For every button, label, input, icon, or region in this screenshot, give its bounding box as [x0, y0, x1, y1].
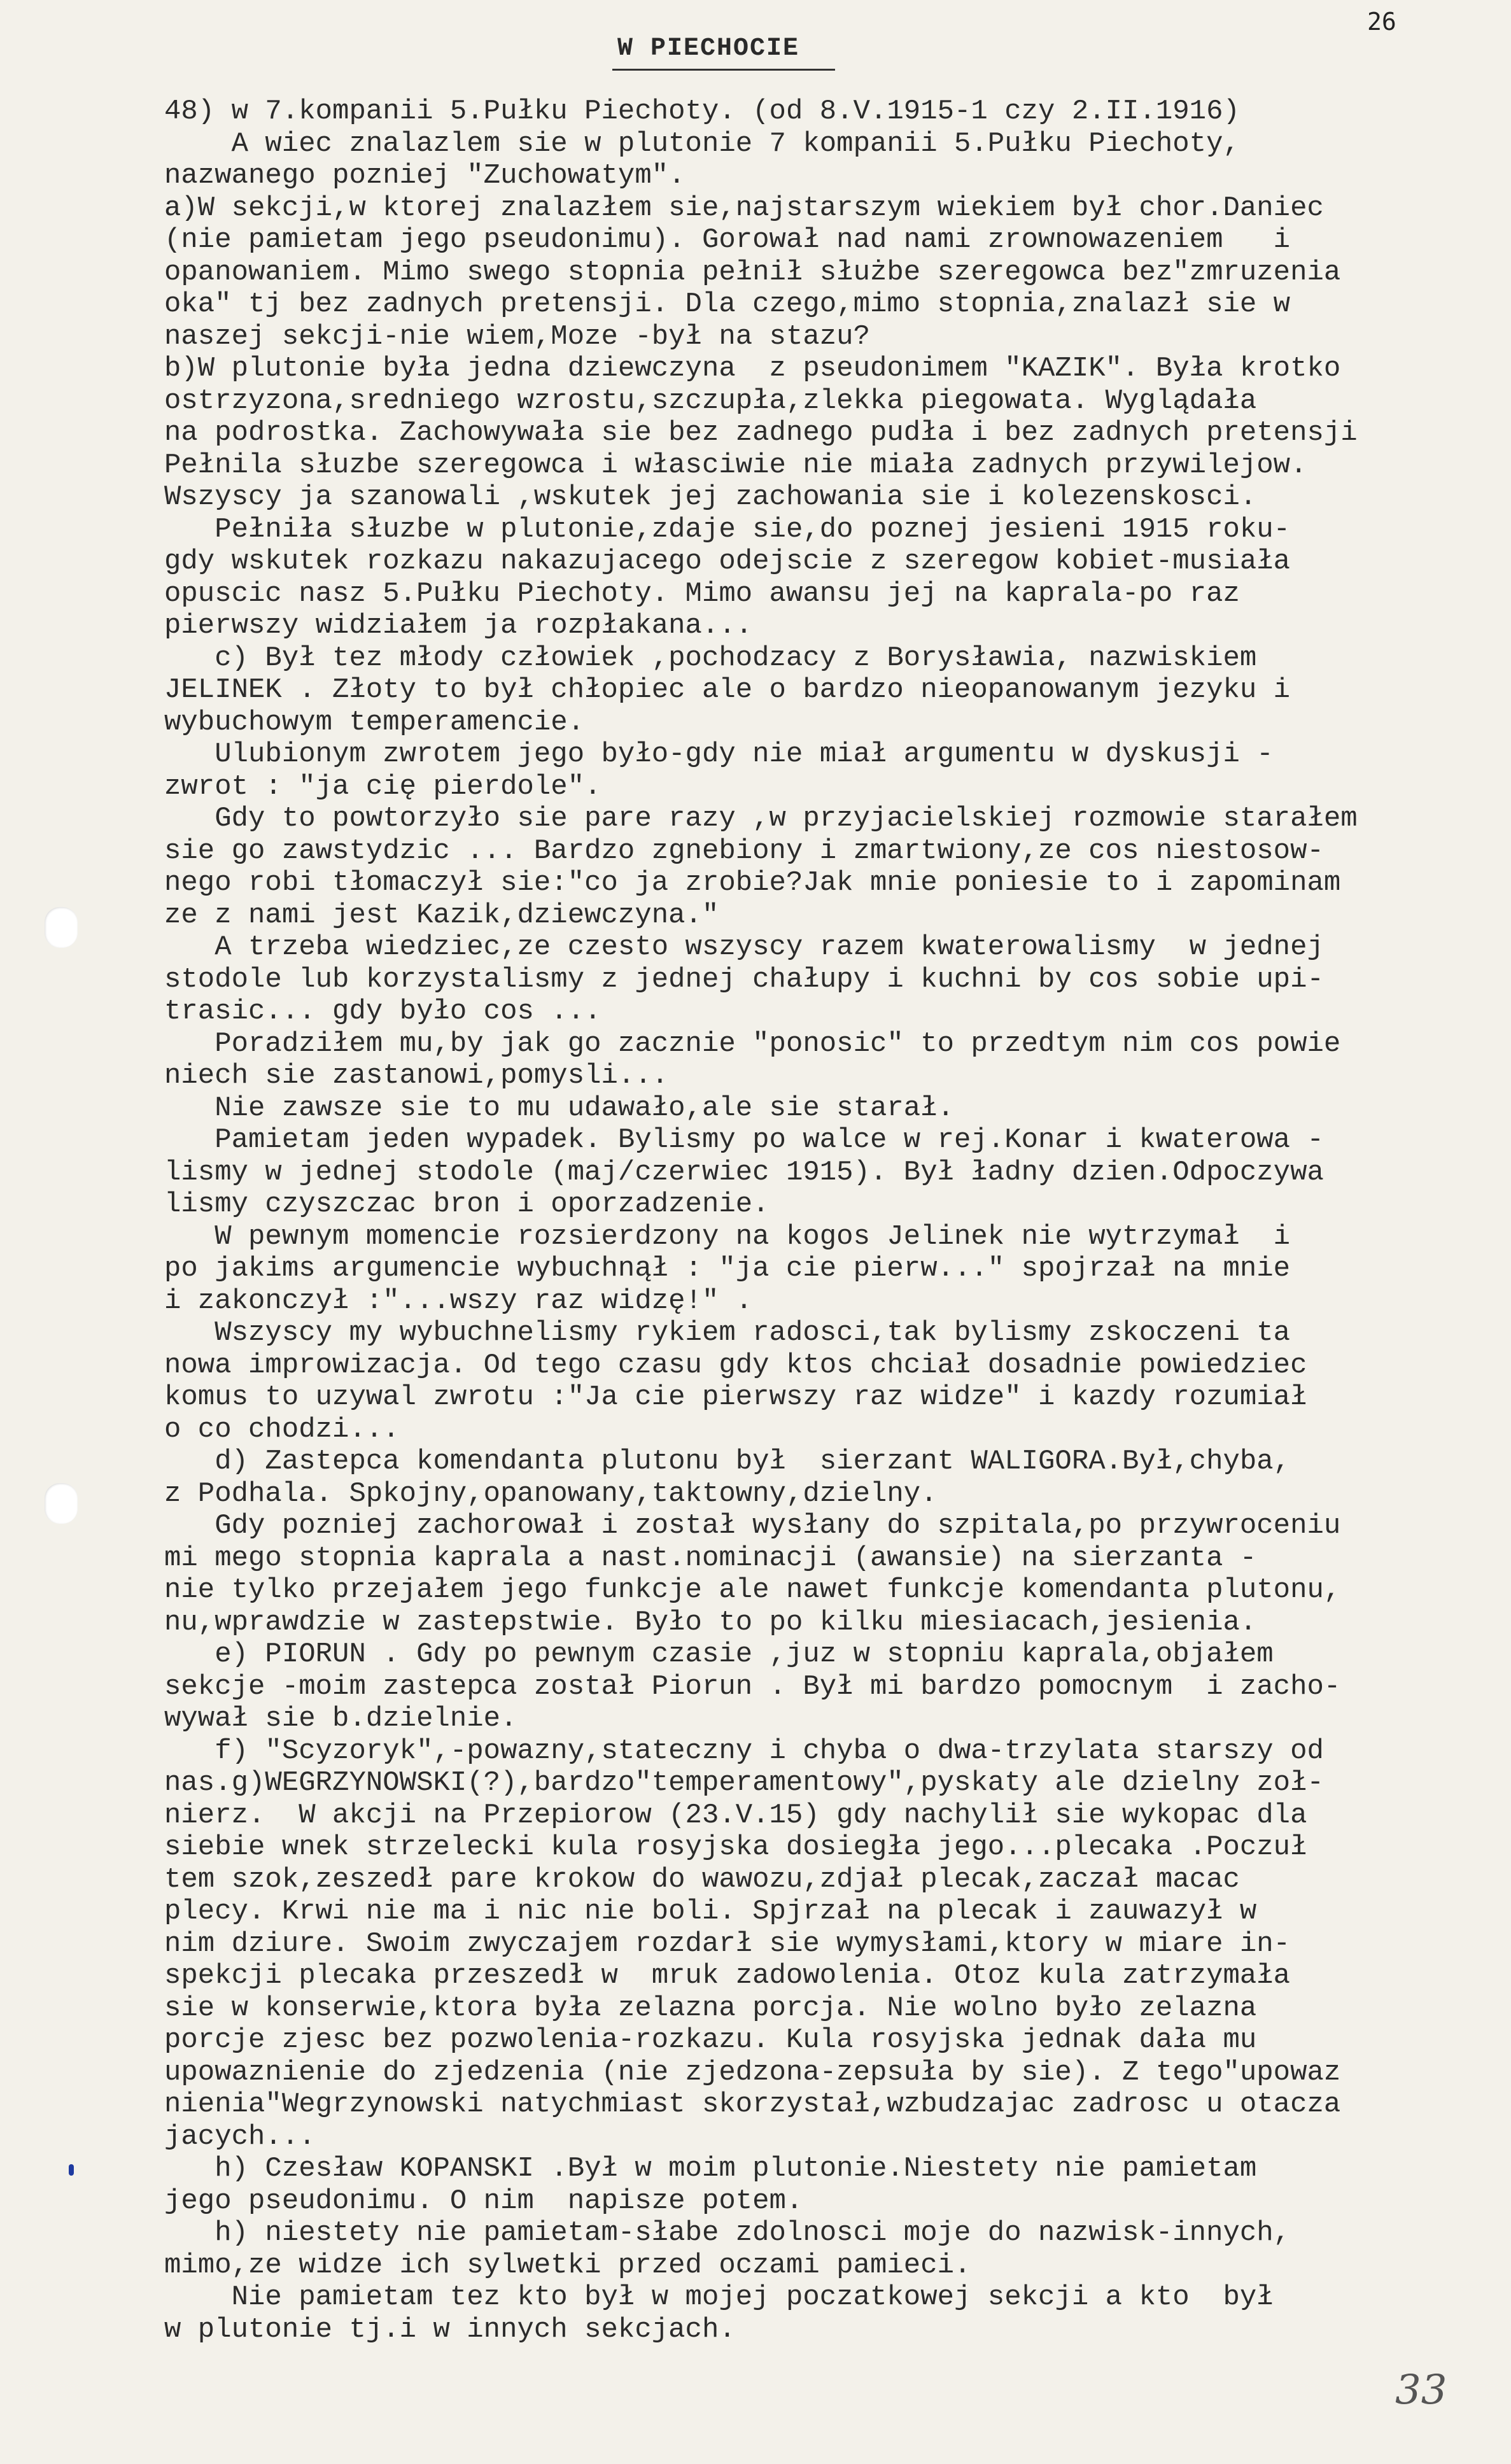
text-line: Wszyscy my wybuchnelismy rykiem radosci,tak bylismy zskoczeni ta — [164, 1317, 1291, 1349]
text-line: zwrot : "ja cię pierdole". — [164, 770, 601, 803]
text-line: JELINEK . Złoty to był chłopiec ale o bardzo nieopanowanym jezyku i — [164, 674, 1291, 706]
text-line: nim dziure. Swoim zwyczajem rozdarł sie wymysłami,ktory w miare in- — [164, 1927, 1291, 1960]
text-line: wywał sie b.dzielnie. — [164, 1703, 517, 1735]
text-line: Nie zawsze sie to mu udawało,ale sie starał. — [164, 1092, 955, 1124]
text-line: sie w konserwie,ktora była zelazna porcja. Nie wolno było zelazna — [164, 1992, 1257, 2024]
text-line: opuscic nasz 5.Pułku Piechoty. Mimo awansu jej na kaprala-po raz — [164, 577, 1240, 610]
text-line: h) niestety nie pamietam-słabe zdolnosci moje do nazwisk-innych, — [164, 2217, 1291, 2249]
text-line: siebie wnek strzelecki kula rosyjska dosiegła jego...plecaka .Poczuł — [164, 1831, 1307, 1863]
text-line: sekcje -moim zastepca został Piorun . Był mi bardzo pomocnym i zacho- — [164, 1670, 1341, 1703]
text-line: jacych... — [164, 2120, 316, 2153]
text-line: nu,wprawdzie w zastepstwie. Było to po kilku miesiacach,jesienia. — [164, 1606, 1257, 1638]
text-line: pierwszy widziałem ja rozpłakana... — [164, 610, 753, 642]
text-line: f) "Scyzoryk",-powazny,stateczny i chyba o dwa-trzylata starszy od — [164, 1735, 1324, 1767]
text-line: tem szok,zeszedł pare krokow do wawozu,zdjał plecak,zaczał macac — [164, 1863, 1240, 1896]
text-line: wybuchowym temperamencie. — [164, 706, 585, 738]
text-line: niech sie zastanowi,pomysli... — [164, 1060, 669, 1092]
text-line: A trzeba wiedziec,ze czesto wszyscy razem kwaterowalismy w jednej — [164, 931, 1324, 963]
text-line: Pełniła słuzbe w plutonie,zdaje sie,do poznej jesieni 1915 roku- — [164, 513, 1291, 546]
text-line: jego pseudonimu. O nim napisze potem. — [164, 2185, 803, 2217]
text-line: Gdy to powtorzyło sie pare razy ,w przyjacielskiej rozmowie starałem — [164, 803, 1358, 834]
text-line: c) Był tez młody człowiek ,pochodzacy z Borysławia, nazwiskiem — [164, 642, 1257, 674]
text-line: d) Zastepca komendanta plutonu był sierzant WALIGORA.Był,chyba, — [164, 1446, 1291, 1477]
text-line: komus to uzywal zwrotu :"Ja cie pierwszy raz widze" i kazdy rozumiał — [164, 1381, 1307, 1413]
text-line: naszej sekcji-nie wiem,Moze -był na stazu? — [164, 320, 870, 353]
text-line: 48) w 7.kompanii 5.Pułku Piechoty. (od 8.V.1915-1 czy 2.II.1916) — [164, 95, 1240, 127]
handwritten-page-number: 33 — [1395, 2367, 1447, 2414]
text-line: Gdy pozniej zachorował i został wysłany do szpitala,po przywroceniu — [164, 1510, 1341, 1542]
text-line: Ulubionym zwrotem jego było-gdy nie miał argumentu w dyskusji - — [164, 738, 1274, 770]
text-line: mi mego stopnia kaprala a nast.nominacji (awansie) na sierzanta - — [164, 1542, 1257, 1574]
text-line: h) Czesław KOPANSKI .Był w moim plutonie.Niestety nie pamietam — [164, 2153, 1257, 2185]
text-line: nowa improwizacja. Od tego czasu gdy ktos chciał dosadnie powiedziec — [164, 1349, 1307, 1381]
page-heading: W PIECHOCIE — [617, 34, 800, 63]
text-line: sie go zawstydzic ... Bardzo zgnebiony i zmartwiony,ze cos niestosow- — [164, 834, 1324, 867]
text-line: Pełnila słuzbe szeregowca i własciwie nie miała zadnych przywilejow. — [164, 449, 1307, 481]
text-line: spekcji plecaka przeszedł w mruk zadowolenia. Otoz kula zatrzymała — [164, 1960, 1291, 1992]
text-line: mimo,ze widze ich sylwetki przed oczami pamieci. — [164, 2249, 971, 2281]
text-line: A wiec znalazlem sie w plutonie 7 kompanii 5.Pułku Piechoty, — [164, 127, 1240, 160]
text-line: gdy wskutek rozkazu nakazujacego odejscie z szeregow kobiet-musiała — [164, 546, 1291, 577]
text-line: oka" tj bez zadnych pretensji. Dla czego,mimo stopnia,znalazł sie w — [164, 288, 1291, 320]
text-line: na podrostka. Zachowywała sie bez zadnego pudła i bez zadnych pretensji — [164, 417, 1358, 449]
text-line: nienia"Wegrzynowski natychmiast skorzystał,wzbudzajac zadrosc u otacza — [164, 2088, 1341, 2120]
text-line: (nie pamietam jego pseudonimu). Gorował nad nami zrownowazeniem i — [164, 224, 1291, 256]
text-line: po jakims argumencie wybuchnął : "ja cie pierw..." spojrzał na mnie — [164, 1253, 1291, 1285]
text-line: lismy w jednej stodole (maj/czerwiec 1915). Był ładny dzien.Odpoczywa — [164, 1156, 1324, 1188]
text-line: e) PIORUN . Gdy po pewnym czasie ,juz w stopniu kaprala,objałem — [164, 1638, 1274, 1670]
text-line: nas.g)WEGRZYNOWSKI(?),bardzo"temperamentowy",pyskaty ale dzielny zoł- — [164, 1767, 1324, 1799]
text-line: ostrzyzona,sredniego wzrostu,szczupła,zlekka piegowata. Wyglądała — [164, 384, 1257, 417]
text-line: porcje zjesc bez pozwolenia-rozkazu. Kula rosyjska jednak dała mu — [164, 2024, 1257, 2056]
text-line: w plutonie tj.i w innych sekcjach. — [164, 2313, 736, 2346]
text-line: Nie pamietam tez kto był w mojej poczatkowej sekcji a kto był — [164, 2281, 1274, 2313]
text-line: nie tylko przejałem jego funkcje ale nawet funkcje komendanta plutonu, — [164, 1574, 1341, 1606]
ink-mark — [69, 2164, 74, 2176]
text-line: upowaznienie do zjedzenia (nie zjedzona-zepsuła by sie). Z tego"upowaz — [164, 2056, 1341, 2088]
heading-underline — [612, 69, 835, 71]
text-line: a)W sekcji,w ktorej znalazłem sie,najstarszym wiekiem był chor.Daniec — [164, 192, 1324, 224]
text-line: nazwanego pozniej "Zuchowatym". — [164, 160, 685, 192]
text-line: stodole lub korzystalismy z jednej chałupy i kuchni by cos sobie upi- — [164, 963, 1324, 996]
text-line: Wszyscy ja szanowali ,wskutek jej zachowania sie i kolezenskosci. — [164, 481, 1257, 513]
text-line: W pewnym momencie rozsierdzony na kogos Jelinek nie wytrzymał i — [164, 1220, 1291, 1253]
text-line: nego robi tłomaczył sie:"co ja zrobie?Jak mnie poniesie to i zapominam — [164, 867, 1341, 899]
text-line: o co chodzi... — [164, 1413, 400, 1446]
punch-hole-top — [45, 907, 78, 948]
typed-text-body — [164, 95, 1494, 2346]
text-line: opanowaniem. Mimo swego stopnia pełnił służbe szeregowca bez"zmruzenia — [164, 256, 1341, 288]
text-line: nierz. W akcji na Przepiorow (23.V.15) gdy nachylił sie wykopac dla — [164, 1799, 1307, 1831]
text-line: trasic... gdy było cos ... — [164, 996, 601, 1027]
text-line: b)W plutonie była jedna dziewczyna z pseudonimem "KAZIK". Była krotko — [164, 353, 1341, 384]
page-number: 26 — [1367, 8, 1396, 36]
punch-hole-bottom — [45, 1483, 78, 1524]
text-line: ze z nami jest Kazik,dziewczyna." — [164, 899, 719, 931]
text-line: z Podhala. Spkojny,opanowany,taktowny,dzielny. — [164, 1477, 938, 1510]
text-line: lismy czyszczac bron i oporzadzenie. — [164, 1188, 770, 1220]
text-line: i zakonczył :"...wszy raz widzę!" . — [164, 1285, 753, 1317]
text-line: plecy. Krwi nie ma i nic nie boli. Spjrzał na plecak i zauwazył w — [164, 1896, 1257, 1927]
text-line: Pamietam jeden wypadek. Bylismy po walce w rej.Konar i kwaterowa - — [164, 1124, 1324, 1156]
text-line: Poradziłem mu,by jak go zacznie "ponosic" to przedtym nim cos powie — [164, 1027, 1341, 1060]
